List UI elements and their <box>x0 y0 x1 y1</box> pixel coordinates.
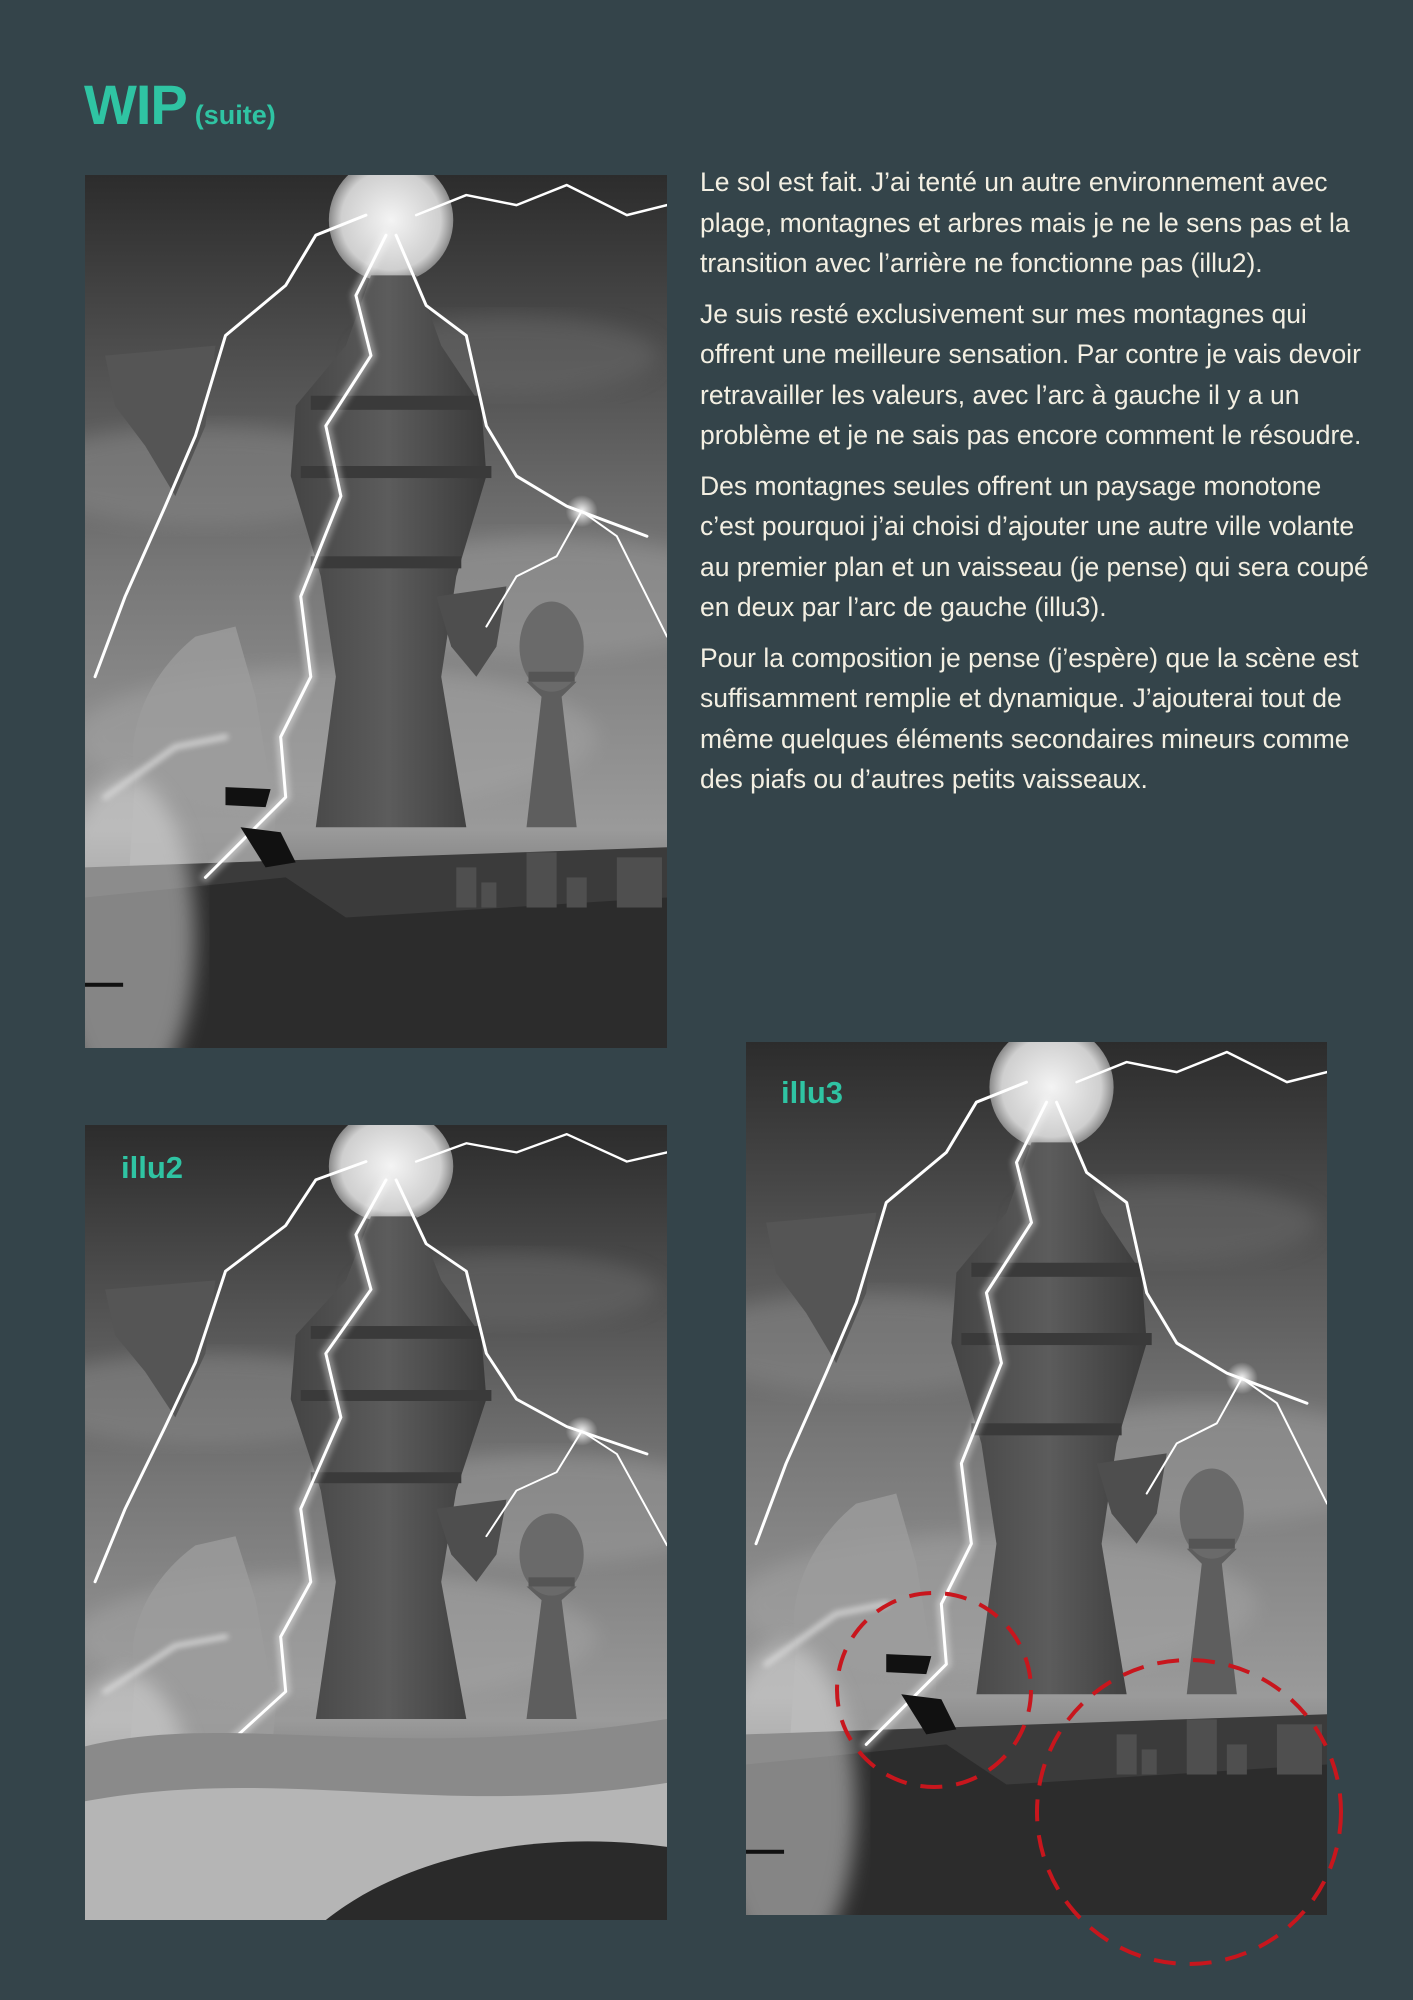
illu3-illustration <box>746 1042 1327 1915</box>
page-title <box>84 72 276 137</box>
description-text <box>700 162 1380 810</box>
title-subtitle: (suite) <box>194 100 276 130</box>
main-illustration <box>85 175 667 1048</box>
paragraph-4: Pour la composition je pense (j’espère) que la scène est suffisamment remplie et dynamique. J’ajouterai tout de même quelques éléments secondaires mineurs comme des piafs ou d’autres petits vaisseaux. <box>700 642 1359 794</box>
title-main: WIP <box>84 73 187 136</box>
paragraph-3: Des montagnes seules offrent un paysage monotone c’est pourquoi j’ai choisi d’ajouter une autre ville volante au premier plan et un vaisseau (je pense) qui sera coupé en deux par l’arc de gauche (illu3). <box>700 470 1369 622</box>
illu2-illustration <box>85 1125 667 1920</box>
paragraph-2: Je suis resté exclusivement sur mes montagnes qui offrent une meilleure sensation. Par contre je vais devoir retravailler les valeurs, avec l’arc à gauche il y a un problème et je ne sais pas encore comment le résoudre. <box>700 298 1362 450</box>
illu2-label: illu2 <box>121 1150 184 1185</box>
illu3-label: illu3 <box>781 1075 844 1110</box>
paragraph-1: Le sol est fait. J’ai tenté un autre environnement avec plage, montagnes et arbres mais je ne le sens pas et la transition avec l’arrière ne fonctionne pas (illu2). <box>700 167 1350 278</box>
